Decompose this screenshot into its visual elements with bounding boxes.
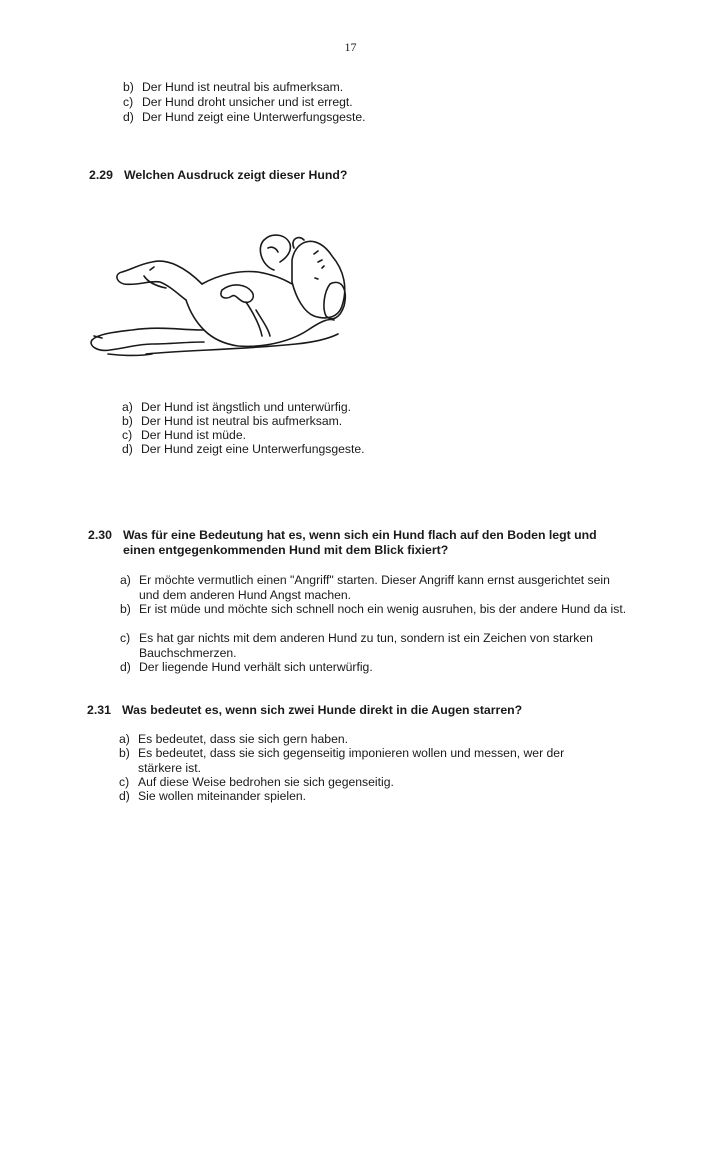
q229-option-a (122, 400, 542, 415)
option-letter: b) (120, 602, 131, 616)
q230-option-c (120, 631, 620, 660)
option-text: Der Hund zeigt eine Unterwerfungsgeste. (141, 442, 365, 456)
option-text: Sie wollen miteinander spielen. (138, 789, 307, 803)
question-text: Was bedeutet es, wenn sich zwei Hunde direkt in die Augen starren? (122, 703, 523, 717)
option-letter: b) (122, 414, 133, 428)
option-text: Es bedeutet, dass sie sich gegenseitig imponieren wollen und messen, wer der stärkere ist. (138, 746, 565, 775)
option-letter: d) (123, 110, 134, 124)
option-text: Es bedeutet, dass sie sich gern haben. (138, 732, 349, 746)
dog-lying-on-back-illustration (86, 226, 356, 366)
option-text: Der Hund ist neutral bis aufmerksam. (142, 80, 344, 94)
option-text: Der Hund ist ängstlich und unterwürfig. (141, 400, 352, 414)
q229-option-b (122, 414, 542, 429)
option-letter: c) (123, 95, 134, 109)
option-text: Der Hund ist neutral bis aufmerksam. (141, 414, 343, 428)
option-letter: b) (123, 80, 134, 94)
q231-option-d (119, 789, 599, 804)
option-letter: a) (120, 573, 131, 587)
option-letter: c) (122, 428, 133, 442)
question-number: 2.31 (87, 703, 111, 717)
prev-option-c (123, 95, 543, 110)
option-letter: c) (119, 775, 130, 789)
option-letter: a) (122, 400, 133, 414)
option-letter: b) (119, 746, 130, 760)
q229-option-d (122, 442, 542, 457)
option-text: Er möchte vermutlich einen "Angriff" starten. Dieser Angriff kann ernst ausgerichtet sein und dem anderen Hund Angst machen. (139, 573, 610, 602)
option-letter: c) (120, 631, 131, 645)
question-text: Was für eine Bedeutung hat es, wenn sich ein Hund flach auf den Boden legt und einen entgegenkommenden Hund mit dem Blick fixiert? (123, 528, 597, 557)
q230-option-a (120, 573, 620, 602)
question-2-29 (89, 168, 589, 183)
option-text: Es hat gar nichts mit dem anderen Hund zu tun, sondern ist ein Zeichen von starken Bauchschmerzen. (139, 631, 593, 660)
option-text: Der Hund zeigt eine Unterwerfungsgeste. (142, 110, 366, 124)
option-letter: d) (119, 789, 130, 803)
q230-option-b (120, 602, 640, 617)
option-letter: a) (119, 732, 130, 746)
page-number: 17 (344, 40, 357, 54)
option-text: Der Hund droht unsicher und ist erregt. (142, 95, 353, 109)
q230-option-d (120, 660, 620, 675)
question-2-31 (87, 703, 617, 718)
prev-option-d (123, 110, 543, 125)
q231-option-b (119, 746, 599, 775)
option-letter: d) (120, 660, 131, 674)
option-letter: d) (122, 442, 133, 456)
prev-option-b (123, 80, 543, 95)
q231-option-c (119, 775, 599, 790)
option-text: Der Hund ist müde. (141, 428, 246, 442)
question-number: 2.29 (89, 168, 113, 182)
q229-option-c (122, 428, 542, 443)
question-2-30 (88, 528, 618, 558)
option-text: Auf diese Weise bedrohen sie sich gegenseitig. (138, 775, 394, 789)
q231-option-a (119, 732, 599, 747)
option-text: Er ist müde und möchte sich schnell noch ein wenig ausruhen, bis der andere Hund da ist. (139, 602, 627, 616)
question-number: 2.30 (88, 528, 112, 542)
option-text: Der liegende Hund verhält sich unterwürfig. (139, 660, 373, 674)
question-text: Welchen Ausdruck zeigt dieser Hund? (124, 168, 348, 182)
